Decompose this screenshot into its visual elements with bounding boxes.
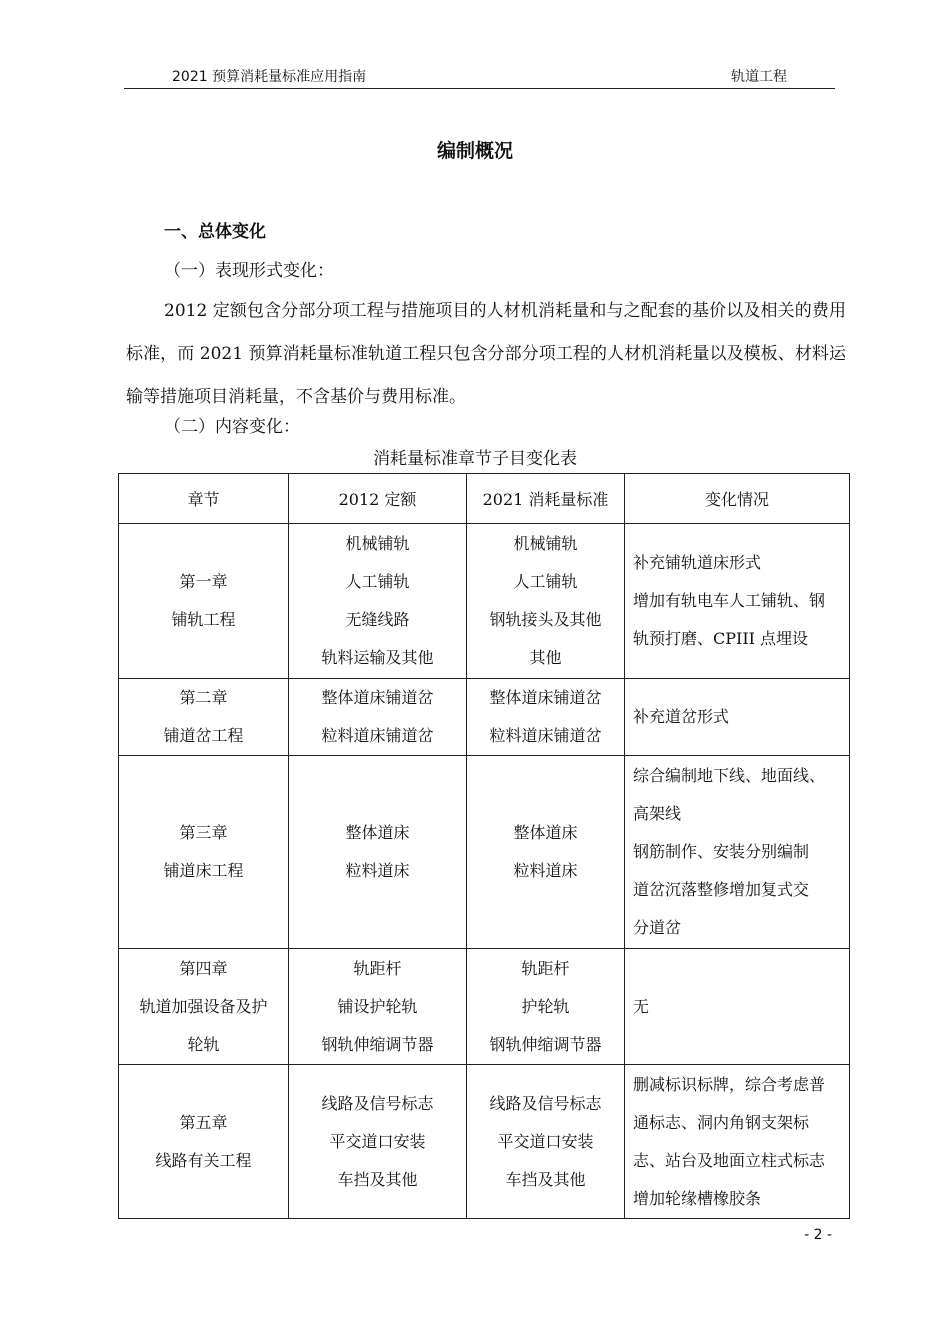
cell-line: 轨预打磨、CPIII 点埋设 (633, 629, 809, 648)
cell-line: 线路及信号标志 (489, 1093, 602, 1113)
header-2012: 2012 定额 (289, 474, 467, 524)
cell-line: 粒料道床铺道岔 (321, 726, 434, 745)
new-standard-cell (467, 949, 625, 1065)
cell-line: 钢轨伸缩调节器 (321, 1034, 434, 1054)
cell-line: 机械铺轨 (513, 534, 578, 553)
subsection-heading-1: （一）表现形式变化： (164, 261, 334, 281)
chapter-cell (119, 524, 289, 679)
cell-line: 第二章 (179, 688, 228, 707)
cell-line: 人工铺轨 (345, 572, 410, 591)
cell-line: 整体道床 (513, 823, 578, 842)
cell-line: 车挡及其他 (337, 1169, 418, 1189)
header-right-text: 轨道工程 (731, 69, 787, 85)
chapter-cell (119, 949, 289, 1065)
change-cell (625, 679, 850, 756)
cell-line: 线路及信号标志 (321, 1093, 434, 1113)
cell-line: 机械铺轨 (345, 534, 410, 553)
cell-line: 铺道岔工程 (163, 726, 244, 745)
change-cell (625, 524, 850, 679)
cell-line: 志、站台及地面立柱式标志 (633, 1150, 826, 1170)
change-cell (625, 1065, 850, 1219)
subsection-heading-2: （二）内容变化： (164, 417, 300, 437)
cell-line: 粒料道床铺道岔 (489, 726, 602, 745)
chapter-cell (119, 756, 289, 949)
table-row (119, 756, 850, 949)
table-row (119, 524, 850, 679)
old-standard-cell (289, 1065, 467, 1219)
cell-line: 道岔沉落整修增加复式交 (633, 880, 810, 899)
cell-line: 分道岔 (633, 918, 682, 937)
header-change: 变化情况 (625, 474, 850, 524)
cell-line: 轮轨 (187, 1034, 220, 1054)
old-standard-cell (289, 679, 467, 756)
cell-line: 补充道岔形式 (633, 707, 730, 726)
cell-line: 删减标识标牌，综合考虑普 (633, 1074, 826, 1094)
body-paragraph: 2012 定额包含分部分项工程与措施项目的人材机消耗量和与之配套的基价以及相关的费用标准，而 2021 预算消耗量标准轨道工程只包含分部分项工程的人材机消耗量以及模板、材料运输等措施项目消耗量，不含基价与费用标准。 (126, 301, 846, 407)
section-heading: 一、总体变化 (164, 222, 266, 242)
header-2021: 2021 消耗量标准 (467, 474, 625, 524)
change-table (118, 473, 850, 1219)
cell-line: 无缝线路 (345, 610, 410, 629)
new-standard-cell (467, 679, 625, 756)
cell-line: 铺轨工程 (171, 610, 236, 629)
old-standard-cell (289, 949, 467, 1065)
table-row (119, 1065, 850, 1219)
chapter-cell (119, 1065, 289, 1219)
cell-line: 平交道口安装 (329, 1131, 426, 1151)
cell-line: 线路有关工程 (155, 1150, 252, 1170)
cell-line: 护轮轨 (521, 996, 570, 1016)
cell-line: 钢轨接头及其他 (489, 610, 602, 629)
table-caption: 消耗量标准章节子目变化表 (373, 449, 577, 469)
cell-line: 其他 (529, 648, 562, 667)
change-cell (625, 756, 850, 949)
table-header-row (119, 474, 850, 524)
cell-line: 钢筋制作、安装分别编制 (633, 842, 810, 861)
cell-line: 第三章 (179, 823, 228, 842)
cell-line: 粒料道床 (345, 861, 410, 880)
cell-line: 平交道口安装 (497, 1131, 594, 1151)
cell-line: 轨距杆 (521, 958, 570, 978)
cell-line: 增加有轨电车人工铺轨、钢 (633, 591, 826, 610)
page-header (124, 62, 835, 89)
new-standard-cell (467, 756, 625, 949)
cell-line: 钢轨伸缩调节器 (489, 1034, 602, 1054)
cell-line: 高架线 (633, 804, 682, 823)
chapter-cell (119, 679, 289, 756)
table-row (119, 949, 850, 1065)
header-left-text: 2021 预算消耗量标准应用指南 (172, 69, 367, 85)
cell-line: 整体道床铺道岔 (489, 688, 602, 707)
cell-line: 铺道床工程 (163, 861, 244, 880)
cell-line: 轨道加强设备及护 (139, 996, 268, 1016)
cell-line: 第四章 (179, 958, 228, 978)
new-standard-cell (467, 524, 625, 679)
cell-line: 第五章 (179, 1112, 228, 1132)
cell-line: 补充铺轨道床形式 (633, 553, 762, 572)
header-chapter: 章节 (119, 474, 289, 524)
page-number: - 2 - (804, 1227, 832, 1243)
cell-line: 无 (633, 996, 650, 1016)
cell-line: 车挡及其他 (505, 1169, 586, 1189)
cell-line: 整体道床 (345, 823, 410, 842)
cell-line: 粒料道床 (513, 861, 578, 880)
cell-line: 通标志、洞内角钢支架标 (633, 1112, 810, 1132)
old-standard-cell (289, 756, 467, 949)
old-standard-cell (289, 524, 467, 679)
cell-line: 整体道床铺道岔 (321, 688, 434, 707)
cell-line: 铺设护轮轨 (337, 996, 418, 1016)
page-title: 编制概况 (436, 140, 513, 162)
new-standard-cell (467, 1065, 625, 1219)
change-cell (625, 949, 850, 1065)
cell-line: 轨料运输及其他 (321, 648, 434, 667)
cell-line: 增加轮缘槽橡胶条 (633, 1188, 762, 1208)
cell-line: 轨距杆 (353, 958, 402, 978)
table-row (119, 679, 850, 756)
cell-line: 第一章 (179, 572, 228, 591)
cell-line: 综合编制地下线、地面线、 (633, 766, 826, 785)
cell-line: 人工铺轨 (513, 572, 578, 591)
